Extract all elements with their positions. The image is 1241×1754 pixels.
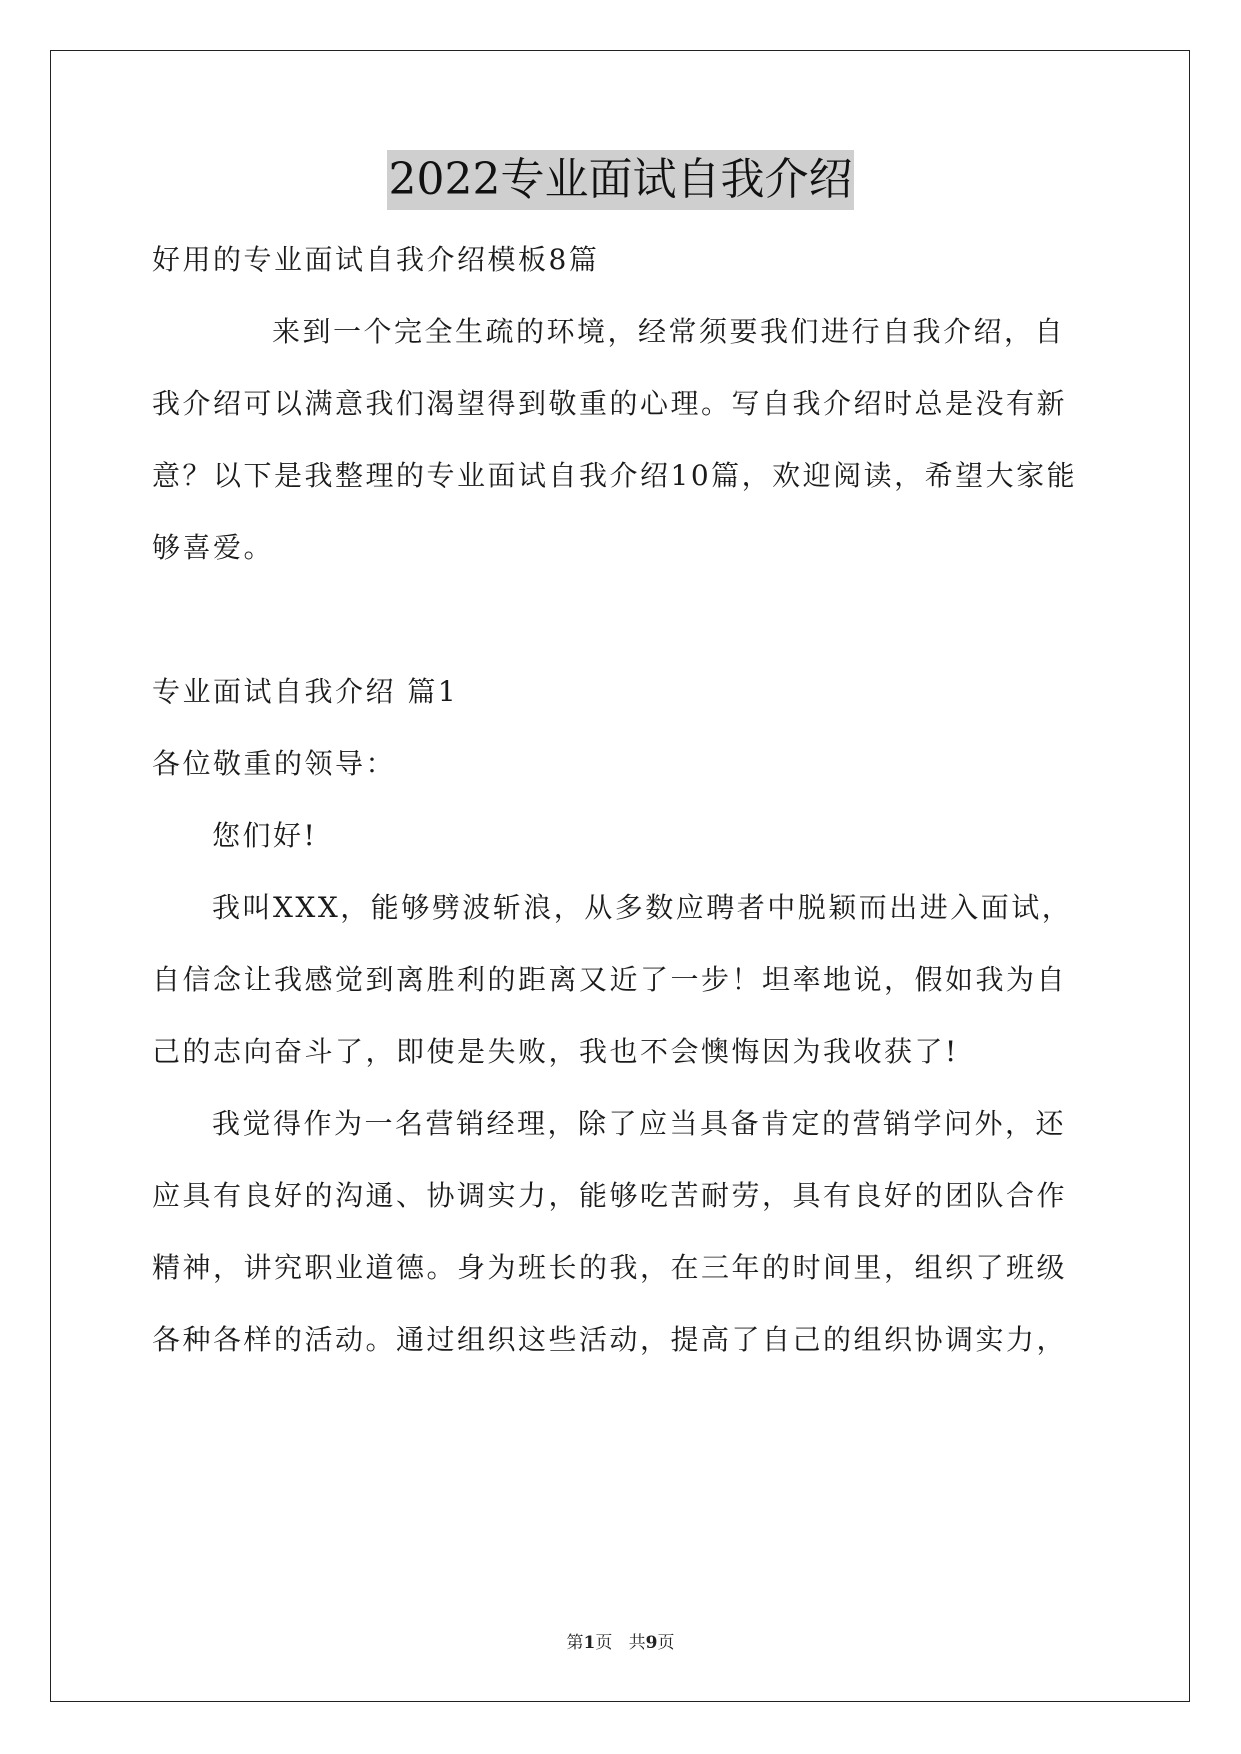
subtitle: 好用的专业面试自我介绍模板8篇 <box>152 243 600 276</box>
para2-line-1: 我觉得作为一名营销经理，除了应当具备肯定的营销学问外，还 <box>212 1107 1067 1140</box>
para1-line-2: 自信念让我感觉到离胜利的距离又近了一步！坦率地说，假如我为自 <box>152 963 1068 996</box>
footer-suffix: 页 <box>657 1633 675 1653</box>
document-title: 2022专业面试自我介绍 <box>387 150 855 210</box>
footer-prefix: 第 <box>566 1633 584 1653</box>
footer-middle: 页 共 <box>595 1633 646 1653</box>
intro-line-4: 够喜爱。 <box>152 531 275 564</box>
page-border <box>50 50 1190 1702</box>
para2-line-3: 精神，讲究职业道德。身为班长的我，在三年的时间里，组织了班级 <box>152 1251 1068 1284</box>
para1-line-1: 我叫XXX，能够劈波斩浪，从多数应聘者中脱颖而出进入面试， <box>212 891 1073 924</box>
footer-page-number: 1 <box>583 1633 596 1653</box>
salutation: 各位敬重的领导： <box>152 747 397 780</box>
page-footer <box>0 1632 1241 1654</box>
greeting: 您们好! <box>212 819 318 852</box>
section-heading: 专业面试自我介绍 篇1 <box>152 675 459 708</box>
intro-line-3: 意？以下是我整理的专业面试自我介绍10篇，欢迎阅读，希望大家能 <box>152 459 1078 492</box>
intro-line-2: 我介绍可以满意我们渴望得到敬重的心理。写自我介绍时总是没有新 <box>152 387 1068 420</box>
title-container <box>0 150 1241 210</box>
para2-line-2: 应具有良好的沟通、协调实力，能够吃苦耐劳，具有良好的团队合作 <box>152 1179 1068 1212</box>
para1-line-3: 己的志向奋斗了，即使是失败，我也不会懊悔因为我收获了! <box>152 1035 959 1068</box>
footer-total-pages: 9 <box>645 1633 658 1653</box>
para2-line-4: 各种各样的活动。通过组织这些活动，提高了自己的组织协调实力， <box>152 1323 1068 1356</box>
intro-line-1: 来到一个完全生疏的环境，经常须要我们进行自我介绍，自 <box>272 315 1066 348</box>
